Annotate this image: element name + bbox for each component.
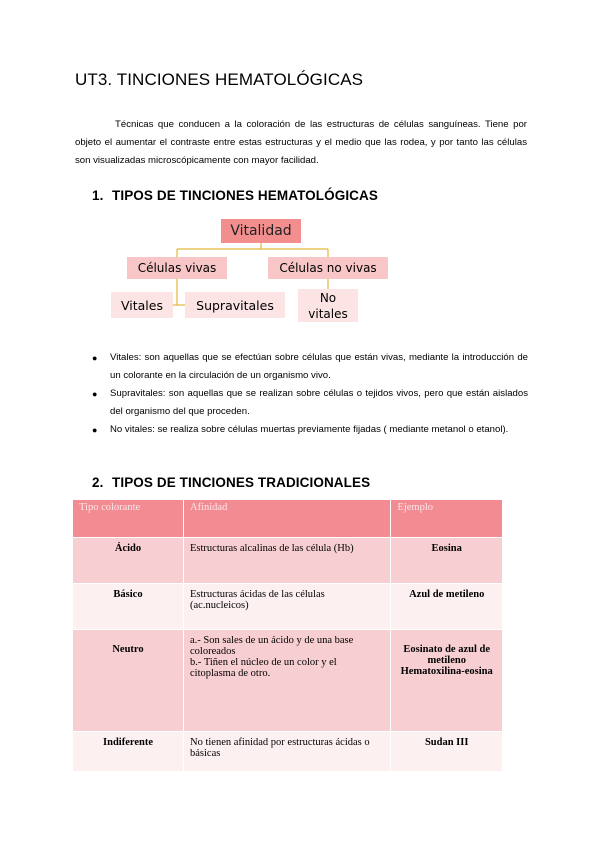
diagram-node-no-vitales: No vitales: [298, 289, 358, 322]
diagram-node-vitales: Vitales: [111, 292, 173, 318]
section-2-title: TIPOS DE TINCIONES TRADICIONALES: [112, 475, 371, 490]
bullet-text-vitales: Vitales: son aquellas que se efectúan sobre células que están vivas, mediante la introducción de un colorante en la circulación de un organismo vivo.: [110, 352, 528, 381]
cell-afinidad: No tienen afinidad por estructuras ácidas o básicas: [184, 732, 391, 772]
bullet-text-no-vitales: No vitales: se realiza sobre células muertas previamente fijadas ( mediante metanol o etanol).: [110, 424, 509, 435]
cell-ejemplo: Eosina: [391, 538, 503, 584]
cell-tipo: Ácido: [73, 538, 184, 584]
section-2-heading: [92, 475, 370, 490]
table-row: [73, 630, 503, 732]
cell-tipo: Neutro: [73, 630, 184, 732]
diagram-node-celulas-no-vivas: Células no vivas: [268, 257, 388, 279]
table-header-row: [73, 500, 503, 538]
page-title: UT3. TINCIONES HEMATOLÓGICAS: [75, 70, 364, 89]
cell-afinidad: a.- Son sales de un ácido y de una base coloreados b.- Tiñen el núcleo de un color y el citoplasma de otro.: [184, 630, 391, 732]
cell-ejemplo: Eosinato de azul de metileno Hematoxilina-eosina: [391, 630, 503, 732]
cell-afinidad: Estructuras ácidas de las células (ac.nucleicos): [184, 584, 391, 630]
table-row: [73, 732, 503, 772]
table-row: [73, 584, 503, 630]
section-1-number: 1.: [92, 188, 104, 203]
section-1-title: TIPOS DE TINCIONES HEMATOLÓGICAS: [112, 188, 378, 203]
bullet-icon: ●: [92, 353, 98, 363]
header-tipo-colorante: Tipo colorante: [73, 500, 184, 538]
cell-afinidad: Estructuras alcalinas de las célula (Hb): [184, 538, 391, 584]
list-item: [92, 421, 528, 439]
diagram-node-celulas-vivas: Células vivas: [127, 257, 227, 279]
bullet-icon: ●: [92, 389, 98, 399]
cell-ejemplo: Sudan III: [391, 732, 503, 772]
cell-tipo: Básico: [73, 584, 184, 630]
bullet-text-supravitales: Supravitales: son aquellas que se realizan sobre células o tejidos vivos, pero que están aislados del organismo del que proceden.: [110, 388, 528, 417]
cell-ejemplo: Azul de metileno: [391, 584, 503, 630]
intro-paragraph: Técnicas que conducen a la coloración de las estructuras de células sanguíneas. Tiene por objeto el aumentar el contraste entre estas estructuras y el medio que las rodea, y por tanto las células son visualizadas microscópicamente con mayor facilidad.: [75, 119, 527, 166]
cell-tipo: Indiferente: [73, 732, 184, 772]
list-item: [92, 385, 528, 421]
list-item: [92, 349, 528, 385]
table-row: [73, 538, 503, 584]
diagram-node-vitalidad: Vitalidad: [221, 219, 301, 243]
bullet-icon: ●: [92, 425, 98, 435]
tinciones-table: [72, 499, 503, 772]
tinciones-bullet-list: [92, 349, 528, 439]
header-ejemplo: Ejemplo: [391, 500, 503, 538]
header-afinidad: Afinidad: [184, 500, 391, 538]
diagram-node-supravitales: Supravitales: [185, 292, 285, 318]
section-2-number: 2.: [92, 475, 104, 490]
